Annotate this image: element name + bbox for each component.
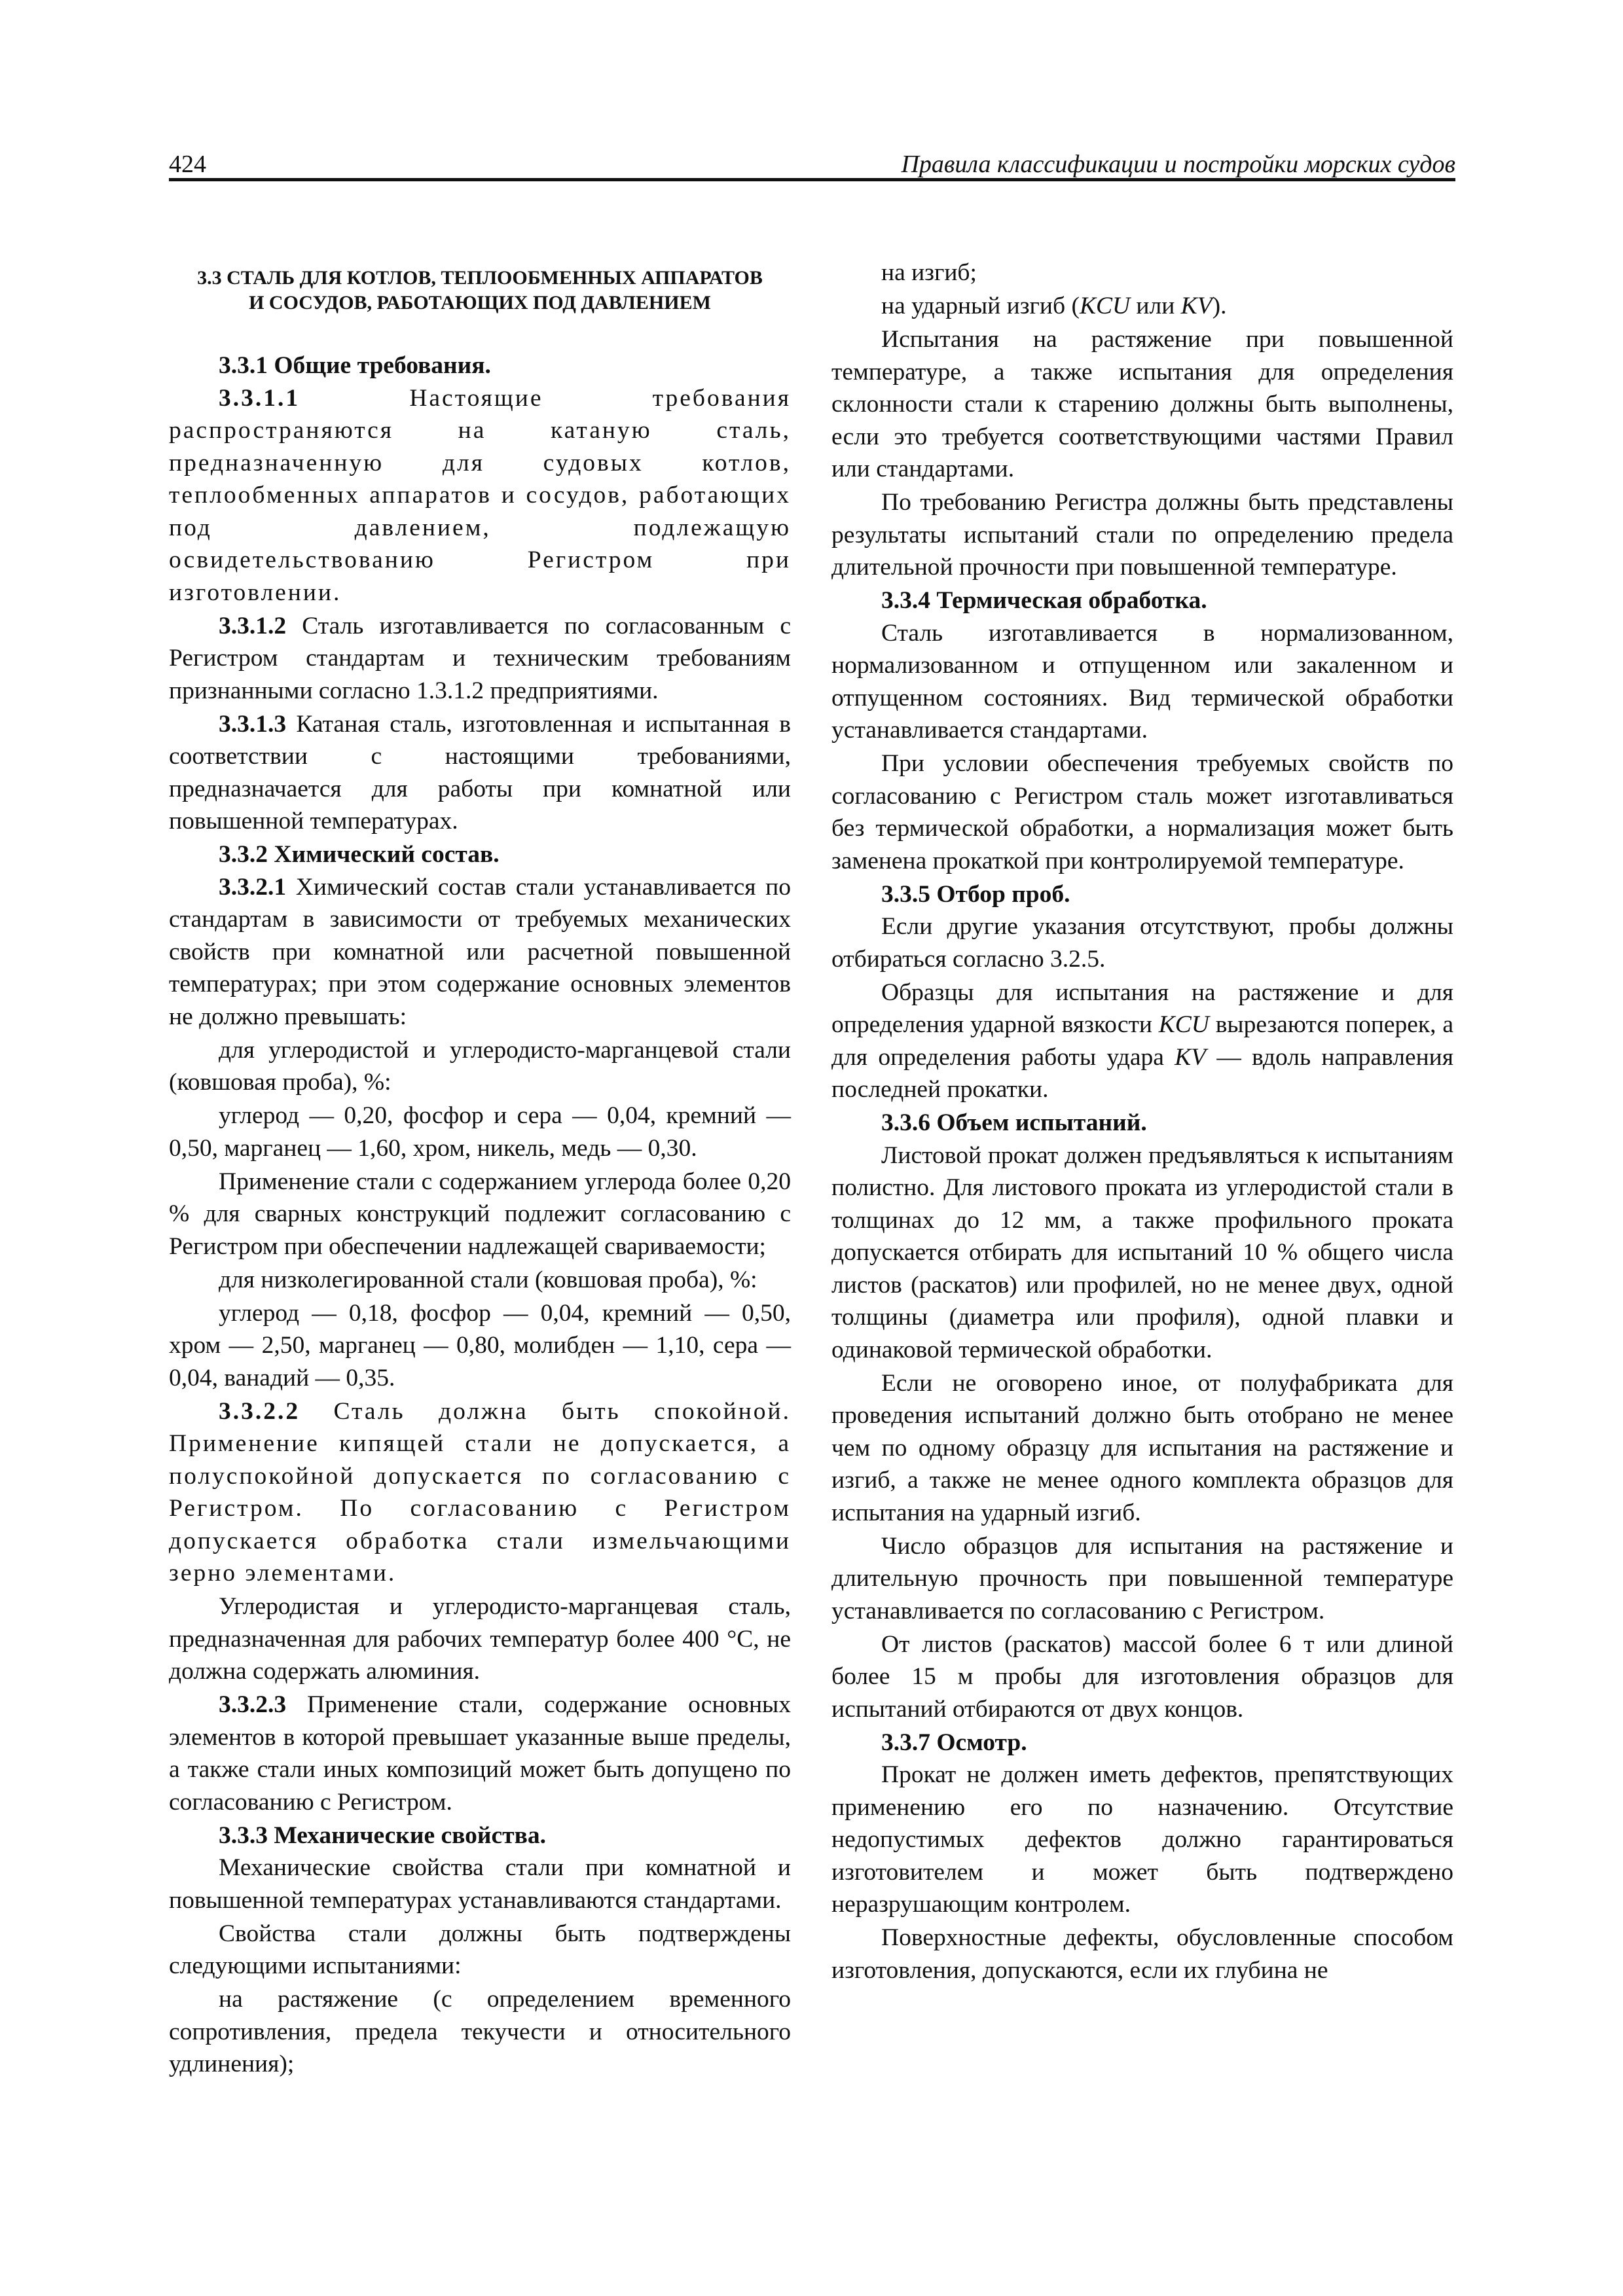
paragraph-sampling-1: Если другие указания отсутствуют, пробы должны отбираться согласно 3.2.5.: [831, 913, 1453, 973]
section-title: [169, 266, 791, 315]
clause-number: 3.3.2.3: [219, 1691, 287, 1718]
paragraph-inspection-2: Поверхностные дефекты, обусловленные способом изготовления, допускаются, если их глубина не: [831, 1924, 1453, 1984]
paragraph-heat-treatment-1: Сталь изготавливается в нормализованном, нормализованном и отпущенном или закаленном и отпущенном состояниях. Вид термической обработки устанавливается стандартами.: [831, 619, 1453, 744]
right-column: [831, 257, 1453, 1988]
paragraph-scope-1: Листовой прокат должен предъявляться к испытаниям полистно. Для листового проката из углеродистой стали в толщинах до 12 мм, а также профильного проката допускается отбирать для испытаний 10 % общего числа листов (раскатов) или профилей, но не менее двух, одной толщины (диаметра или профиля), одной плавки и одинаковой термической обработки.: [831, 1141, 1453, 1363]
paragraph-carbon-use: Применение стали с содержанием углерода более 0,20 % для сварных конструкций подлежит согласованию с Регистром при обеспечении надлежащей свариваемости;: [169, 1168, 791, 1260]
paragraph-inspection-1: Прокат не должен иметь дефектов, препятствующих применению его по назначению. Отсутствие недопустимых дефектов должно гарантироваться изготовителем и может быть подтверждено неразрушающим контролем.: [831, 1761, 1453, 1918]
heading-3-3-2: 3.3.2 Химический состав.: [219, 841, 500, 868]
paragraph-scope-3: Число образцов для испытания на растяжение и длительную прочность при повышенной температуре устанавливается по согласованию с Регистром.: [831, 1532, 1453, 1624]
clause-number: 3.3.2.1: [219, 873, 287, 901]
paragraph-3-3-2-1: 3.3.2.1 Химический состав стали устанавливается по стандартам в зависимости от требуемых механических свойств при комнатной или расчетной повышенной температурах; при этом содержание основных элементов не должно превышать:: [169, 873, 791, 1030]
page-header: [169, 149, 1455, 182]
paragraph-aluminium: Углеродистая и углеродисто-марганцевая сталь, предназначенная для рабочих температур более 400 °C, не должна содержать алюминия.: [169, 1593, 791, 1685]
paragraph-sampling-2: Образцы для испытания на растяжение и для определения ударной вязкости KCU вырезаются поперек, а для определения работы удара KV — вдоль направления последней прокатки.: [831, 978, 1453, 1103]
paragraph-3-3-1-3: 3.3.1.3 Катаная сталь, изготовленная и испытанная в соответствии с настоящими требованиями, предназначается для работы при комнатной или повышенной температурах.: [169, 710, 791, 834]
paragraph-scope-2: Если не оговорено иное, от полуфабриката для проведения испытаний должно быть отобрано не менее чем по одному образцу для испытания на растяжение и изгиб, а также не менее одного комплекта образцов для испытания на ударный изгиб.: [831, 1369, 1453, 1526]
clause-number: 3.3.1.1: [219, 384, 301, 412]
paragraph-carbon-steel: для углеродистой и углеродисто-марганцевой стали (ковшовая проба), %:: [169, 1036, 791, 1096]
clause-number: 3.3.1.3: [219, 710, 287, 738]
header-rule: [169, 178, 1455, 181]
heading-3-3-6: 3.3.6 Объем испытаний.: [881, 1109, 1147, 1136]
paragraph-heat-treatment-2: При условии обеспечения требуемых свойств по согласованию с Регистром сталь может изготавливаться без термической обработки, а нормализация может быть заменена прокаткой при контролируемой температуре.: [831, 750, 1453, 874]
left-column: [169, 262, 791, 2081]
section-title-line-1: 3.3 СТАЛЬ ДЛЯ КОТЛОВ, ТЕПЛООБМЕННЫХ АППАРАТОВ: [197, 267, 763, 289]
paragraph-3-3-1-1: 3.3.1.1 Настоящие требования распространяются на катаную сталь, предназначенную для судовых котлов, теплообменных аппаратов и сосудов, работающих под давлением, подлежащую освидетельствованию Регистром при изготовлении.: [169, 384, 791, 606]
running-title: Правила классификации и постройки морских судов: [901, 151, 1455, 178]
paragraph-3-3-2-3: 3.3.2.3 Применение стали, содержание основных элементов в которой превышает указанные выше пределы, а также стали иных композиций может быть допущено по согласованию с Регистром.: [169, 1691, 791, 1816]
heading-3-3-7: 3.3.7 Осмотр.: [881, 1729, 1027, 1756]
heading-3-3-3: 3.3.3 Механические свойства.: [219, 1821, 546, 1849]
clause-number: 3.3.2.2: [219, 1397, 301, 1425]
heading-3-3-1: 3.3.1 Общие требования.: [219, 352, 491, 379]
paragraph-mechanical-1: Механические свойства стали при комнатной и повышенной температурах устанавливаются стандартами.: [169, 1854, 791, 1914]
paragraph-3-3-1-2: 3.3.1.2 Сталь изготавливается по согласованным с Регистром стандартам и техническим требованиям признанными согласно 1.3.1.2 предприятиями.: [169, 612, 791, 704]
paragraph-low-alloy-values: углерод — 0,18, фосфор — 0,04, кремний — 0,50, хром — 2,50, марганец — 0,80, молибден — 1,10, сера — 0,04, ванадий — 0,35.: [169, 1299, 791, 1391]
heading-3-3-4: 3.3.4 Термическая обработка.: [881, 587, 1207, 614]
heading-3-3-5: 3.3.5 Отбор проб.: [881, 880, 1070, 908]
paragraph-3-3-2-2: 3.3.2.2 Сталь должна быть спокойной. Применение кипящей стали не допускается, а полуспокойной допускается по согласованию с Регистром. По согласованию с Регистром допускается обработка стали измельчающими зерно элементами.: [169, 1397, 791, 1587]
paragraph-creep: По требованию Регистра должны быть представлены результаты испытаний стали по определению предела длительной прочности при повышенной температуре.: [831, 489, 1453, 581]
section-title-line-2: И СОСУДОВ, РАБОТАЮЩИХ ПОД ДАВЛЕНИЕМ: [249, 292, 711, 314]
paragraph-tension-test: на растяжение (с определением временного сопротивления, предела текучести и относительного удлинения);: [169, 1986, 791, 2077]
paragraph-low-alloy: для низколегированной стали (ковшовая проба), %:: [219, 1266, 757, 1293]
paragraph-hot-tension: Испытания на растяжение при повышенной температуре, а также испытания для определения склонности стали к старению должны быть выполнены, если это требуется соответствующими частями Правил или стандартами.: [831, 326, 1453, 482]
paragraph-carbon-values: углерод — 0,20, фосфор и сера — 0,04, кремний — 0,50, марганец — 1,60, хром, никель, медь — 0,30.: [169, 1102, 791, 1162]
paragraph-mechanical-2: Свойства стали должны быть подтверждены следующими испытаниями:: [169, 1920, 791, 1979]
paragraph-bend-test: на изгиб;: [881, 259, 977, 286]
paragraph-scope-4: От листов (раскатов) массой более 6 т или длиной более 15 м пробы для изготовления образцов для испытаний отбираются от двух концов.: [831, 1630, 1453, 1723]
page-number: 424: [169, 151, 206, 178]
clause-number: 3.3.1.2: [219, 612, 287, 639]
paragraph-impact-test: на ударный изгиб (KCU или KV).: [881, 293, 1227, 319]
